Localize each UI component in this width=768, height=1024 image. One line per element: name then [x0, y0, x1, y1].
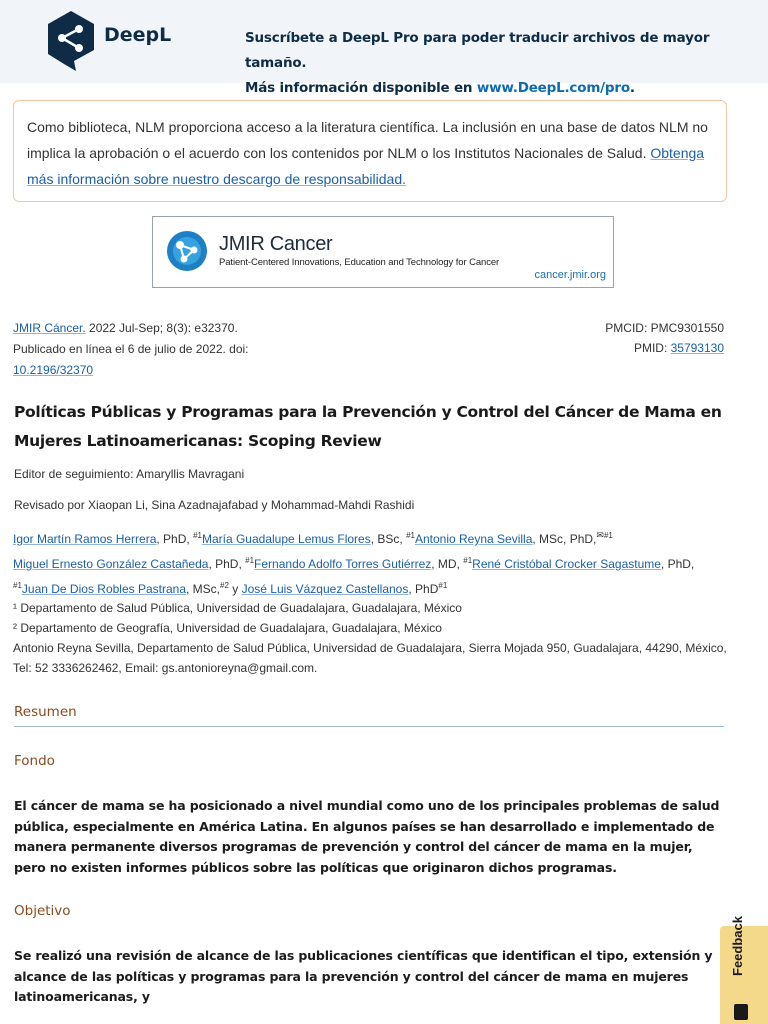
deepl-brand-name: DeepL: [104, 24, 172, 46]
deepl-promo-banner: [0, 0, 768, 96]
author-link[interactable]: Miguel Ernesto González Castañeda: [13, 557, 209, 571]
author-note: #1: [438, 581, 448, 590]
reviewers-line: Revisado por Xiaopan Li, Sina Azadnajafabad y Mohammad-Mahdi Rashidi: [14, 498, 415, 512]
author-degree: , MSc, PhD,: [532, 532, 597, 546]
author-degree: , MSc,: [186, 582, 221, 596]
author-degree: , PhD: [408, 582, 439, 596]
article-title: Políticas Públicas y Programas para la Prevención y Control del Cáncer de Mama en Mujeres Latinoamericanas: Scoping Review: [14, 403, 722, 450]
jmir-cancer-logo-icon: [166, 230, 208, 272]
citation-info: [13, 318, 249, 381]
promo-line-2-suffix: .: [629, 80, 635, 96]
author-degree: , PhD,: [660, 557, 695, 571]
author-degree: , BSc,: [370, 532, 407, 546]
promo-line-1: Suscríbete a DeepL Pro para poder traducir archivos de mayor tamaño.: [245, 30, 710, 71]
author-note: #1: [193, 531, 202, 540]
author-link[interactable]: Antonio Reyna Sevilla: [414, 532, 533, 546]
author-link[interactable]: María Guadalupe Lemus Flores: [201, 532, 371, 546]
journal-tagline: Patient-Centered Innovations, Education and Technology for Cancer: [219, 257, 500, 268]
feedback-button[interactable]: [720, 916, 768, 1024]
abstract-heading: Resumen: [14, 704, 77, 720]
deepl-pro-link[interactable]: www.DeepL.com/pro: [476, 80, 630, 96]
author-note: #1: [245, 556, 255, 565]
affiliation-1: ¹ Departamento de Salud Pública, Universidad de Guadalajara, Guadalajara, México: [13, 601, 462, 615]
journal-title: JMIR Cancer: [219, 233, 333, 255]
author-degree: , PhD,: [156, 532, 194, 546]
feedback-label: Feedback: [730, 916, 745, 976]
pmid-label: PMID:: [633, 341, 671, 355]
author-note: #1: [463, 556, 473, 565]
corresponding-author: Antonio Reyna Sevilla, Departamento de Salud Pública, Universidad de Guadalajara, Sierra Mojada 950, Guadalajara, 44290, México,: [13, 641, 727, 655]
affiliation-2: ² Departamento de Geografía, Universidad de Guadalajara, Guadalajara, México: [13, 621, 442, 635]
pmcid: PMCID: PMC9301550: [605, 321, 724, 335]
citation-issue: 2022 Jul-Sep; 8(3): e32370.: [85, 321, 238, 335]
background-heading: Fondo: [14, 753, 55, 769]
author-note: #2: [220, 581, 229, 590]
affiliations: [13, 598, 738, 678]
promo-line-2: [245, 76, 768, 101]
pmid-line: [605, 338, 724, 358]
deepl-logo-icon[interactable]: [46, 10, 96, 72]
disclaimer-text: Como biblioteca, NLM proporciona acceso a la literatura científica. La inclusión en una base de datos NLM no implica la aprobación o el acuerdo con los contenidos por NLM o los Institutos Nacionales de Salud.: [27, 119, 708, 161]
objective-paragraph: Se realizó una revisión de alcance de las publicaciones científicas que identifican el tipo, extensión y alcance de las políticas y programas para la prevención y control del cáncer de mama en mujeres latinoamericanas, y: [14, 948, 713, 1004]
article-identifiers: [605, 318, 724, 358]
author-degree: , PhD,: [208, 557, 246, 571]
author-note: #1: [406, 531, 415, 540]
author-note: #1: [13, 581, 22, 590]
promo-line-2-prefix: Más información disponible en: [245, 80, 477, 96]
author-list: [13, 525, 738, 600]
deepl-promo-text: [245, 26, 768, 101]
feedback-icon: [734, 1004, 748, 1020]
pmid-link[interactable]: 35793130: [670, 341, 724, 355]
disclaimer-link[interactable]: Obtenga más información sobre nuestro descargo de responsabilidad.: [27, 145, 705, 187]
doi-link[interactable]: 10.2196/32370: [13, 363, 94, 377]
author-link[interactable]: José Luis Vázquez Castellanos: [241, 582, 409, 596]
author-link[interactable]: Juan De Dios Robles Pastrana: [21, 582, 186, 596]
objective-heading: Objetivo: [14, 903, 71, 919]
nlm-disclaimer: [13, 100, 727, 202]
email-icon[interactable]: ✉: [596, 530, 604, 540]
author-degree: , MD,: [431, 557, 464, 571]
journal-banner[interactable]: [152, 216, 614, 288]
journal-url: cancer.jmir.org: [534, 269, 606, 281]
author-link[interactable]: Fernando Adolfo Torres Gutiérrez: [254, 557, 432, 571]
citation-published: Publicado en línea el 6 de julio de 2022. doi:: [13, 342, 249, 356]
editor-line: Editor de seguimiento: Amaryllis Mavragani: [14, 467, 245, 481]
citation-line-1: [13, 318, 249, 339]
author-link[interactable]: Igor Martín Ramos Herrera: [13, 532, 157, 546]
abstract-divider: [14, 726, 724, 727]
contact-info: Tel: 52 3336262462, Email: gs.antonioreyna@gmail.com.: [13, 661, 318, 675]
background-paragraph: El cáncer de mama se ha posicionado a nivel mundial como uno de los principales problemas de salud pública, especialmente en América Latina. En algunos países se han desarrollado e implementado de manera permanente diversos programas de prevención y control del cáncer de mama en la mujer, pero no existen informes públicos sobre las políticas que originaron dichos programas.: [14, 798, 720, 875]
journal-link[interactable]: JMIR Cáncer.: [13, 321, 86, 335]
author-link[interactable]: René Cristóbal Crocker Sagastume: [472, 557, 661, 571]
author-conjunction: y: [228, 582, 242, 596]
author-note: #1: [603, 531, 613, 540]
